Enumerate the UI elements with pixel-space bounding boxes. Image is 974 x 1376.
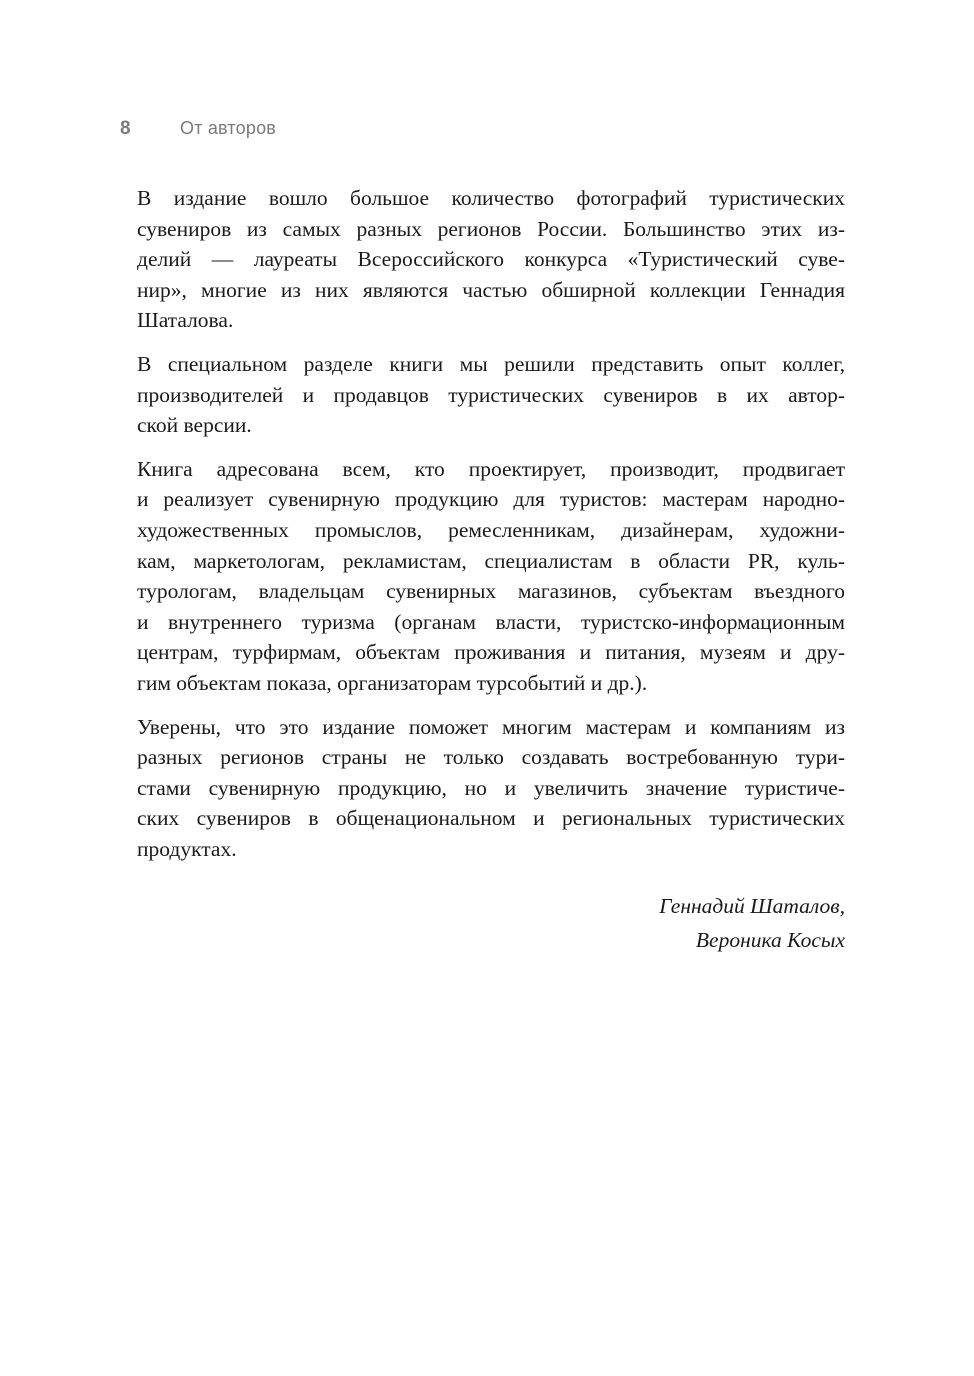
text-line: кам, маркетологам, рекламистам, специалистам в области PR, куль-	[137, 548, 845, 573]
text-line: разных регионов страны не только создавать востребованную тури-	[137, 745, 845, 770]
page-number: 8	[120, 118, 131, 139]
text-line: Шаталова.	[137, 308, 234, 333]
running-head	[120, 118, 276, 146]
text-line: и внутреннего туризма (органам власти, туристско-информационным	[137, 609, 845, 634]
text-line: продуктах.	[137, 836, 237, 861]
text-line: сувениров из самых разных регионов России. Большинство этих из-	[137, 216, 845, 241]
text-line: Книга адресована всем, кто проектирует, производит, продвигает	[137, 456, 845, 481]
text-line: центрам, турфирмам, объектам проживания и питания, музеям и дру-	[137, 640, 845, 665]
authors-signature	[659, 889, 845, 957]
text-line: производителей и продавцов туристических сувениров в их автор-	[137, 382, 845, 407]
text-line: нир», многие из них являются частью обширной коллекции Геннадия	[137, 277, 845, 302]
paragraph-1	[137, 183, 845, 336]
text-line: турологам, владельцам сувенирных магазинов, субъектам въездного	[137, 579, 845, 604]
text-line: художественных промыслов, ремесленникам, дизайнерам, художни-	[137, 517, 845, 542]
section-title: От авторов	[180, 118, 277, 138]
body-text	[137, 183, 845, 877]
author-name: Вероника Косых	[695, 928, 845, 952]
text-line: стами сувенирную продукцию, но и увеличить значение туристиче-	[137, 775, 845, 800]
text-line: гим объектам показа, организаторам турсобытий и др.).	[137, 670, 648, 695]
author-name: Геннадий Шаталов,	[659, 894, 845, 918]
text-line: В специальном разделе книги мы решили представить опыт коллег,	[137, 351, 845, 376]
text-line: ских сувениров в общенациональном и региональных туристических	[137, 806, 845, 831]
text-line: делий — лауреаты Всероссийского конкурса «Туристический суве-	[137, 247, 845, 272]
text-line: ской версии.	[137, 413, 252, 438]
paragraph-4	[137, 712, 845, 865]
paragraph-2	[137, 349, 845, 441]
text-line: Уверены, что это издание поможет многим мастерам и компаниям из	[137, 714, 845, 739]
paragraph-3	[137, 454, 845, 699]
text-line: В издание вошло большое количество фотографий туристических	[137, 186, 845, 210]
text-line: и реализует сувенирную продукцию для туристов: мастерам народно-	[137, 487, 845, 512]
